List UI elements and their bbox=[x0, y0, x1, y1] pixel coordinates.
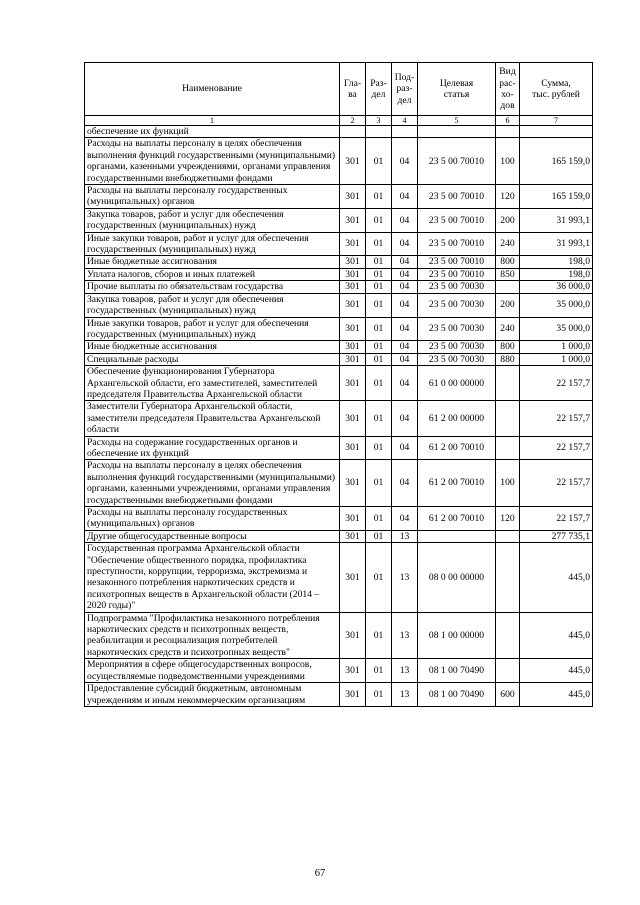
row-name: Прочие выплаты по обязательствам государства bbox=[85, 281, 340, 293]
row-sum: 31 993,1 bbox=[520, 232, 593, 256]
row-expense-type bbox=[496, 281, 520, 293]
column-number: 4 bbox=[392, 116, 418, 126]
row-expense-type: 100 bbox=[496, 460, 520, 507]
column-number: 2 bbox=[340, 116, 366, 126]
row-razdel: 01 bbox=[366, 612, 392, 659]
row-name: Иные закупки товаров, работ и услуг для обеспечения государственных (муниципальных) нужд bbox=[85, 317, 340, 341]
row-target-article: 61 2 00 70010 bbox=[418, 436, 496, 460]
column-number: 7 bbox=[520, 116, 593, 126]
row-razdel: 01 bbox=[366, 659, 392, 683]
table-row bbox=[85, 185, 593, 209]
row-expense-type: 120 bbox=[496, 507, 520, 531]
row-sum: 445,0 bbox=[520, 543, 593, 612]
row-expense-type bbox=[496, 366, 520, 401]
row-name: Расходы на содержание государственных органов и обеспечение их функций bbox=[85, 436, 340, 460]
table-row bbox=[85, 683, 593, 707]
row-name: Мероприятия в сфере общегосударственных вопросов, осуществляемые подведомственными учреждениями bbox=[85, 659, 340, 683]
header-row bbox=[85, 63, 593, 116]
row-target-article: 23 5 00 70030 bbox=[418, 317, 496, 341]
row-razdel: 01 bbox=[366, 353, 392, 365]
row-podrazdel: 04 bbox=[392, 256, 418, 268]
row-expense-type bbox=[496, 612, 520, 659]
row-podrazdel: 04 bbox=[392, 436, 418, 460]
row-target-article bbox=[418, 530, 496, 542]
row-glava: 301 bbox=[340, 401, 366, 436]
column-number-row bbox=[85, 116, 593, 126]
row-name: Специальные расходы bbox=[85, 353, 340, 365]
row-sum: 22 157,7 bbox=[520, 436, 593, 460]
row-name: Закупка товаров, работ и услуг для обеспечения государственных (муниципальных) нужд bbox=[85, 208, 340, 232]
row-glava: 301 bbox=[340, 612, 366, 659]
row-sum: 22 157,7 bbox=[520, 507, 593, 531]
row-razdel: 01 bbox=[366, 268, 392, 280]
row-razdel: 01 bbox=[366, 683, 392, 707]
table-row bbox=[85, 317, 593, 341]
header-name: Наименование bbox=[85, 63, 340, 116]
row-name: Обеспечение функционирования Губернатора Архангельской области, его заместителей, заместителей председателя Правительства Архангельской области bbox=[85, 366, 340, 401]
row-sum: 445,0 bbox=[520, 659, 593, 683]
row-razdel: 01 bbox=[366, 341, 392, 353]
row-sum: 445,0 bbox=[520, 612, 593, 659]
row-glava: 301 bbox=[340, 268, 366, 280]
row-target-article: 23 5 00 70010 bbox=[418, 232, 496, 256]
row-podrazdel: 04 bbox=[392, 232, 418, 256]
row-podrazdel: 04 bbox=[392, 208, 418, 232]
row-sum: 165 159,0 bbox=[520, 138, 593, 185]
row-sum: 277 735,1 bbox=[520, 530, 593, 542]
row-podrazdel: 04 bbox=[392, 401, 418, 436]
row-glava: 301 bbox=[340, 507, 366, 531]
table-row bbox=[85, 366, 593, 401]
table-row bbox=[85, 353, 593, 365]
row-razdel: 01 bbox=[366, 208, 392, 232]
row-glava bbox=[340, 126, 366, 138]
header-razdel: Раз- дел bbox=[366, 63, 392, 116]
row-expense-type: 120 bbox=[496, 185, 520, 209]
row-sum: 36 000,0 bbox=[520, 281, 593, 293]
row-target-article bbox=[418, 126, 496, 138]
table-row bbox=[85, 138, 593, 185]
row-target-article: 08 0 00 00000 bbox=[418, 543, 496, 612]
row-target-article: 23 5 00 70030 bbox=[418, 293, 496, 317]
row-glava: 301 bbox=[340, 317, 366, 341]
column-number: 6 bbox=[496, 116, 520, 126]
row-sum: 198,0 bbox=[520, 256, 593, 268]
row-podrazdel: 04 bbox=[392, 293, 418, 317]
table-row bbox=[85, 659, 593, 683]
table-row bbox=[85, 126, 593, 138]
table-body bbox=[85, 126, 593, 707]
row-glava: 301 bbox=[340, 256, 366, 268]
table-row bbox=[85, 341, 593, 353]
row-expense-type: 600 bbox=[496, 683, 520, 707]
header-podrazdel: Под- раз- дел bbox=[392, 63, 418, 116]
row-name: Предоставление субсидий бюджетным, автономным учреждениям и иным некоммерческим организациям bbox=[85, 683, 340, 707]
table-row bbox=[85, 293, 593, 317]
row-expense-type: 800 bbox=[496, 341, 520, 353]
row-sum: 35 000,0 bbox=[520, 317, 593, 341]
row-expense-type: 240 bbox=[496, 232, 520, 256]
row-target-article: 61 0 00 00000 bbox=[418, 366, 496, 401]
table-row bbox=[85, 436, 593, 460]
row-target-article: 23 5 00 70030 bbox=[418, 281, 496, 293]
row-name: Уплата налогов, сборов и иных платежей bbox=[85, 268, 340, 280]
row-sum: 22 157,7 bbox=[520, 401, 593, 436]
row-podrazdel: 04 bbox=[392, 341, 418, 353]
column-number: 1 bbox=[85, 116, 340, 126]
row-sum: 198,0 bbox=[520, 268, 593, 280]
row-expense-type: 880 bbox=[496, 353, 520, 365]
row-glava: 301 bbox=[340, 530, 366, 542]
row-razdel: 01 bbox=[366, 507, 392, 531]
row-podrazdel: 04 bbox=[392, 353, 418, 365]
table-row bbox=[85, 256, 593, 268]
row-glava: 301 bbox=[340, 185, 366, 209]
row-podrazdel: 04 bbox=[392, 185, 418, 209]
row-glava: 301 bbox=[340, 232, 366, 256]
row-sum: 22 157,7 bbox=[520, 460, 593, 507]
row-sum: 165 159,0 bbox=[520, 185, 593, 209]
row-razdel: 01 bbox=[366, 138, 392, 185]
row-target-article: 23 5 00 70010 bbox=[418, 268, 496, 280]
row-name: Другие общегосударственные вопросы bbox=[85, 530, 340, 542]
row-target-article: 23 5 00 70010 bbox=[418, 208, 496, 232]
page-number: 67 bbox=[314, 868, 326, 879]
table-row bbox=[85, 530, 593, 542]
budget-table-page bbox=[84, 62, 592, 707]
row-name: Расходы на выплаты персоналу государственных (муниципальных) органов bbox=[85, 507, 340, 531]
row-glava: 301 bbox=[340, 281, 366, 293]
row-razdel: 01 bbox=[366, 281, 392, 293]
row-razdel: 01 bbox=[366, 317, 392, 341]
row-expense-type: 200 bbox=[496, 293, 520, 317]
row-podrazdel: 13 bbox=[392, 659, 418, 683]
header-sum: Сумма, тыс. рублей bbox=[520, 63, 593, 116]
row-sum: 35 000,0 bbox=[520, 293, 593, 317]
row-name: Иные бюджетные ассигнования bbox=[85, 256, 340, 268]
row-expense-type: 200 bbox=[496, 208, 520, 232]
header-glava: Гла- ва bbox=[340, 63, 366, 116]
row-razdel: 01 bbox=[366, 530, 392, 542]
row-expense-type bbox=[496, 530, 520, 542]
row-sum: 1 000,0 bbox=[520, 353, 593, 365]
row-target-article: 23 5 00 70010 bbox=[418, 185, 496, 209]
row-razdel: 01 bbox=[366, 232, 392, 256]
row-target-article: 23 5 00 70030 bbox=[418, 353, 496, 365]
row-name: Иные бюджетные ассигнования bbox=[85, 341, 340, 353]
row-razdel: 01 bbox=[366, 185, 392, 209]
row-target-article: 61 2 00 00000 bbox=[418, 401, 496, 436]
row-razdel bbox=[366, 126, 392, 138]
row-glava: 301 bbox=[340, 366, 366, 401]
row-target-article: 23 5 00 70030 bbox=[418, 341, 496, 353]
budget-table bbox=[84, 62, 593, 707]
row-glava: 301 bbox=[340, 138, 366, 185]
row-target-article: 61 2 00 70010 bbox=[418, 507, 496, 531]
row-expense-type bbox=[496, 126, 520, 138]
row-podrazdel: 13 bbox=[392, 612, 418, 659]
row-razdel: 01 bbox=[366, 460, 392, 507]
row-glava: 301 bbox=[340, 543, 366, 612]
row-podrazdel: 04 bbox=[392, 138, 418, 185]
row-expense-type bbox=[496, 659, 520, 683]
row-sum: 31 993,1 bbox=[520, 208, 593, 232]
row-razdel: 01 bbox=[366, 436, 392, 460]
row-podrazdel: 04 bbox=[392, 281, 418, 293]
table-row bbox=[85, 232, 593, 256]
row-glava: 301 bbox=[340, 293, 366, 317]
row-target-article: 08 1 00 00000 bbox=[418, 612, 496, 659]
table-row bbox=[85, 281, 593, 293]
row-expense-type bbox=[496, 401, 520, 436]
row-podrazdel: 04 bbox=[392, 317, 418, 341]
column-number: 5 bbox=[418, 116, 496, 126]
row-name: Заместители Губернатора Архангельской области, заместители председателя Правительства Архангельской области bbox=[85, 401, 340, 436]
table-row bbox=[85, 268, 593, 280]
row-name: обеспечение их функций bbox=[85, 126, 340, 138]
row-glava: 301 bbox=[340, 341, 366, 353]
row-podrazdel: 13 bbox=[392, 683, 418, 707]
row-razdel: 01 bbox=[366, 256, 392, 268]
row-podrazdel: 04 bbox=[392, 460, 418, 507]
row-name: Расходы на выплаты персоналу в целях обеспечения выполнения функций государственными (муниципальными) органами, казенными учреждениями, органами управления государственными внебюджетными фондами bbox=[85, 138, 340, 185]
row-glava: 301 bbox=[340, 353, 366, 365]
table-row bbox=[85, 208, 593, 232]
table-row bbox=[85, 401, 593, 436]
row-razdel: 01 bbox=[366, 366, 392, 401]
row-glava: 301 bbox=[340, 436, 366, 460]
row-target-article: 08 1 00 70490 bbox=[418, 683, 496, 707]
row-name: Закупка товаров, работ и услуг для обеспечения государственных (муниципальных) нужд bbox=[85, 293, 340, 317]
row-glava: 301 bbox=[340, 659, 366, 683]
row-podrazdel: 04 bbox=[392, 268, 418, 280]
row-name: Государственная программа Архангельской области "Обеспечение общественного порядка, профилактика преступности, коррупции, терроризма, экстремизма и незаконного потребления наркотических средств и психотропных веществ в Архангельской области (2014 – 2020 годы)" bbox=[85, 543, 340, 612]
row-podrazdel: 13 bbox=[392, 543, 418, 612]
table-row bbox=[85, 612, 593, 659]
row-sum: 22 157,7 bbox=[520, 366, 593, 401]
row-podrazdel: 04 bbox=[392, 366, 418, 401]
column-number: 3 bbox=[366, 116, 392, 126]
row-sum bbox=[520, 126, 593, 138]
header-target-article: Целевая статья bbox=[418, 63, 496, 116]
row-expense-type: 100 bbox=[496, 138, 520, 185]
table-row bbox=[85, 507, 593, 531]
row-expense-type bbox=[496, 543, 520, 612]
row-name: Иные закупки товаров, работ и услуг для обеспечения государственных (муниципальных) нужд bbox=[85, 232, 340, 256]
row-expense-type: 800 bbox=[496, 256, 520, 268]
row-target-article: 23 5 00 70010 bbox=[418, 138, 496, 185]
row-target-article: 23 5 00 70010 bbox=[418, 256, 496, 268]
row-razdel: 01 bbox=[366, 401, 392, 436]
table-row bbox=[85, 543, 593, 612]
row-podrazdel: 04 bbox=[392, 507, 418, 531]
row-razdel: 01 bbox=[366, 293, 392, 317]
row-glava: 301 bbox=[340, 683, 366, 707]
row-sum: 445,0 bbox=[520, 683, 593, 707]
row-razdel: 01 bbox=[366, 543, 392, 612]
row-expense-type: 240 bbox=[496, 317, 520, 341]
header-expense-type: Вид рас- хо- дов bbox=[496, 63, 520, 116]
row-podrazdel bbox=[392, 126, 418, 138]
row-name: Расходы на выплаты персоналу государственных (муниципальных) органов bbox=[85, 185, 340, 209]
row-sum: 1 000,0 bbox=[520, 341, 593, 353]
row-name: Расходы на выплаты персоналу в целях обеспечения выполнения функций государственными (муниципальными) органами, казенными учреждениями, органами управления государственными внебюджетными фондами bbox=[85, 460, 340, 507]
row-name: Подпрограмма "Профилактика незаконного потребления наркотических средств и психотропных веществ, реабилитация и ресоциализация потребителей наркотических средств и психотропных веществ" bbox=[85, 612, 340, 659]
row-expense-type: 850 bbox=[496, 268, 520, 280]
row-glava: 301 bbox=[340, 460, 366, 507]
row-podrazdel: 13 bbox=[392, 530, 418, 542]
row-expense-type bbox=[496, 436, 520, 460]
row-glava: 301 bbox=[340, 208, 366, 232]
row-target-article: 61 2 00 70010 bbox=[418, 460, 496, 507]
row-target-article: 08 1 00 70490 bbox=[418, 659, 496, 683]
table-row bbox=[85, 460, 593, 507]
